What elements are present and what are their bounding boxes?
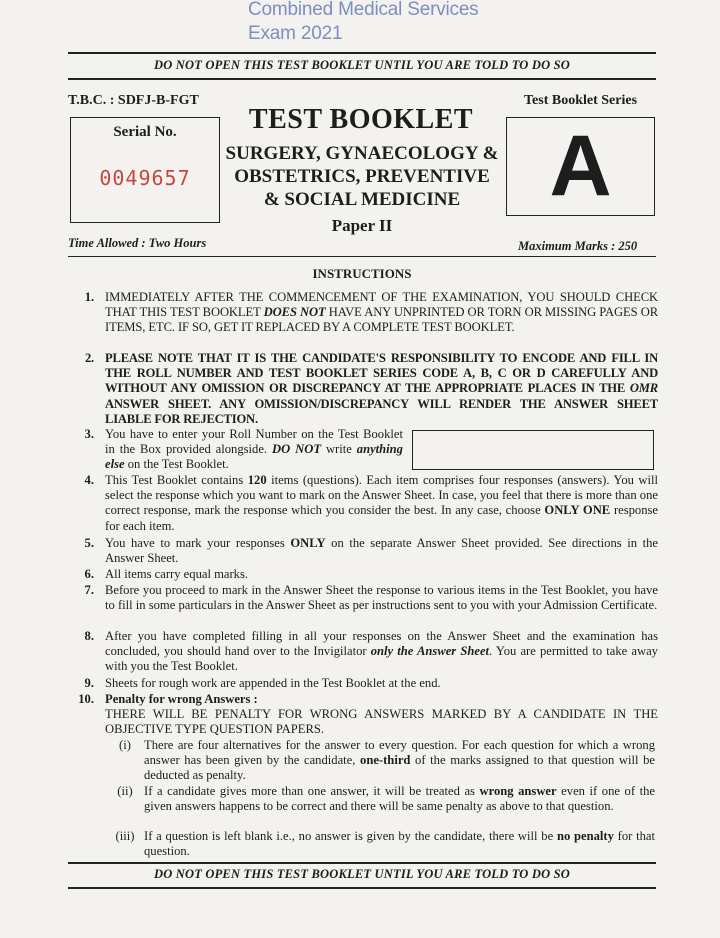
instruction-number: 4.	[84, 473, 94, 487]
emphasis: wrong answer	[479, 784, 557, 798]
instruction-number: 2.	[84, 351, 94, 365]
series-letter-box	[506, 117, 655, 216]
text-part: on the separate Answer Sheet provided. See directions in the Answer Sheet.	[105, 536, 658, 566]
instruction-number: 7.	[84, 583, 94, 597]
series-letter: A	[549, 118, 612, 214]
sub-item-number: (iii)	[115, 829, 135, 843]
sub-item-text	[144, 829, 655, 859]
text-part: write	[321, 442, 357, 457]
bottom-rule-2	[68, 887, 656, 889]
top-rule-2	[68, 78, 656, 80]
text-part: There are four alternatives for the answer to every question. For each question for which a wrong answer has been given by the candidate,	[144, 738, 655, 768]
instruction-text	[105, 351, 658, 427]
exam-stamp	[248, 0, 479, 44]
subject-title	[220, 142, 504, 211]
emphasis: no penalty	[556, 829, 614, 843]
emphasis: OMR	[629, 381, 658, 396]
sub-item-number: (ii)	[117, 784, 133, 798]
sub-item-text	[144, 784, 655, 814]
text-part: . You are permitted to take away with you the Test Booklet.	[105, 644, 658, 674]
paper-number: Paper II	[331, 216, 393, 235]
text-part: If a candidate gives more than one answer, it will be treated as	[144, 784, 480, 798]
instruction-text	[105, 629, 658, 675]
header-rule	[68, 256, 656, 257]
instruction-text	[105, 692, 658, 738]
text-part: of the marks assigned to that question will be deducted as penalty.	[144, 753, 655, 783]
text-part: This Test Booklet contains	[105, 473, 248, 487]
serial-number: 0049657	[99, 166, 191, 190]
text-part: You have to mark your responses	[105, 536, 291, 550]
instruction-number: 8.	[84, 629, 94, 643]
text-part: for that question.	[144, 829, 655, 859]
emphasis: only the Answer Sheet	[370, 644, 490, 659]
subject-line-2: OBSTETRICS, PREVENTIVE	[234, 166, 490, 187]
top-rule	[68, 52, 656, 54]
text-part: even if one of the given answers happens to be correct and there will be same penalty as above to that question.	[144, 784, 655, 814]
serial-label: Serial No.	[113, 124, 177, 140]
instruction-number: 3.	[84, 427, 94, 441]
text-part: items (questions). Each item comprises four responses (answers). You will select the response which you want to mark on the Answer Sheet. In case, you feel that there is more than one correct response, mark the response which you consider the best. In any case, choose	[105, 473, 658, 518]
text-part: IMMEDIATELY AFTER THE COMMENCEMENT OF THE EXAMINATION, YOU SHOULD CHECK THAT THIS TEST BOOKLET	[105, 290, 658, 320]
emphasis: DO NOT	[272, 442, 322, 457]
instruction-text: All items carry equal marks.	[105, 567, 249, 581]
text-part: response for each item.	[105, 503, 659, 533]
instruction-text	[105, 536, 658, 566]
text-part: If a question is left blank i.e., no answer is given by the candidate, there will be	[144, 829, 557, 843]
emphasis: anything else	[105, 442, 403, 472]
instruction-number: 5.	[84, 536, 94, 550]
instructions-heading: INSTRUCTIONS	[312, 266, 412, 281]
emphasis: ONLY ONE	[544, 503, 611, 518]
bottom-rule	[68, 862, 656, 864]
text-part: ANSWER SHEET. ANY OMISSION/DISCREPANCY WILL RENDER THE ANSWER SHEET LIABLE FOR REJECTION.	[105, 396, 658, 426]
instruction-text	[105, 427, 403, 473]
booklet-title: TEST BOOKLET	[248, 104, 474, 135]
emphasis: one-third	[360, 753, 411, 768]
instruction-number: 10.	[78, 692, 94, 706]
instruction-text	[105, 290, 658, 336]
penalty-heading: Penalty for wrong Answers :	[105, 692, 258, 706]
text-part: on the Test Booklet.	[124, 457, 229, 472]
subject-line-3: & SOCIAL MEDICINE	[263, 189, 461, 210]
top-warning-banner: DO NOT OPEN THIS TEST BOOKLET UNTIL YOU ARE TOLD TO DO SO	[153, 58, 571, 72]
stamp-line-2: Exam 2021	[248, 23, 343, 44]
text-part: PLEASE NOTE THAT IT IS THE CANDIDATE'S RESPONSIBILITY TO ENCODE AND FILL IN THE ROLL NUMBER AND TEST BOOKLET SERIES CODE A, B, C OR D CAREFULLY AND WITHOUT ANY OMISSION OR DISCREPANCY AT THE APPROPRIATE PLACES IN THE	[105, 351, 658, 396]
text-part: After you have completed filling in all your responses on the Answer Sheet and the examination has concluded, you should hand over to the Invigilator	[105, 629, 658, 659]
text-part: You have to enter your Roll Number on the Test Booklet in the Box provided alongside.	[105, 427, 403, 457]
tbc-code: T.B.C. : SDFJ-B-FGT	[68, 93, 199, 108]
instruction-number: 9.	[84, 676, 94, 690]
subject-line-1: SURGERY, GYNAECOLOGY &	[225, 143, 499, 164]
instruction-text: Before you proceed to mark in the Answer Sheet the response to various items in the Test Booklet, you have to fill in some particulars in the Answer Sheet as per instructions sent to you with your Admission Certificate.	[105, 583, 658, 613]
instruction-number: 1.	[84, 290, 94, 304]
instruction-text: Sheets for rough work are appended in the Test Booklet at the end.	[105, 676, 441, 690]
text-part: HAVE ANY UNPRINTED OR TORN OR MISSING PAGES OR ITEMS, ETC. IF SO, GET IT REPLACED BY A COMPLETE TEST BOOKLET.	[105, 305, 658, 335]
instruction-number: 6.	[84, 567, 94, 581]
maximum-marks: Maximum Marks : 250	[518, 239, 638, 253]
emphasis: DOES NOT	[263, 305, 326, 320]
time-allowed: Time Allowed : Two Hours	[68, 236, 207, 250]
bottom-warning-banner: DO NOT OPEN THIS TEST BOOKLET UNTIL YOU ARE TOLD TO DO SO	[153, 867, 571, 881]
penalty-statement: THERE WILL BE PENALTY FOR WRONG ANSWERS MARKED BY A CANDIDATE IN THE OBJECTIVE TYPE QUESTION PAPERS.	[105, 707, 658, 737]
serial-number-box	[70, 117, 220, 223]
emphasis: 120	[247, 473, 267, 487]
instruction-text	[105, 473, 658, 534]
series-label: Test Booklet Series	[524, 93, 638, 108]
emphasis: ONLY	[290, 536, 326, 550]
roll-number-box[interactable]	[412, 430, 654, 470]
sub-item-number: (i)	[119, 738, 131, 752]
sub-item-text	[144, 738, 655, 784]
stamp-line-1: Combined Medical Services	[248, 0, 479, 20]
